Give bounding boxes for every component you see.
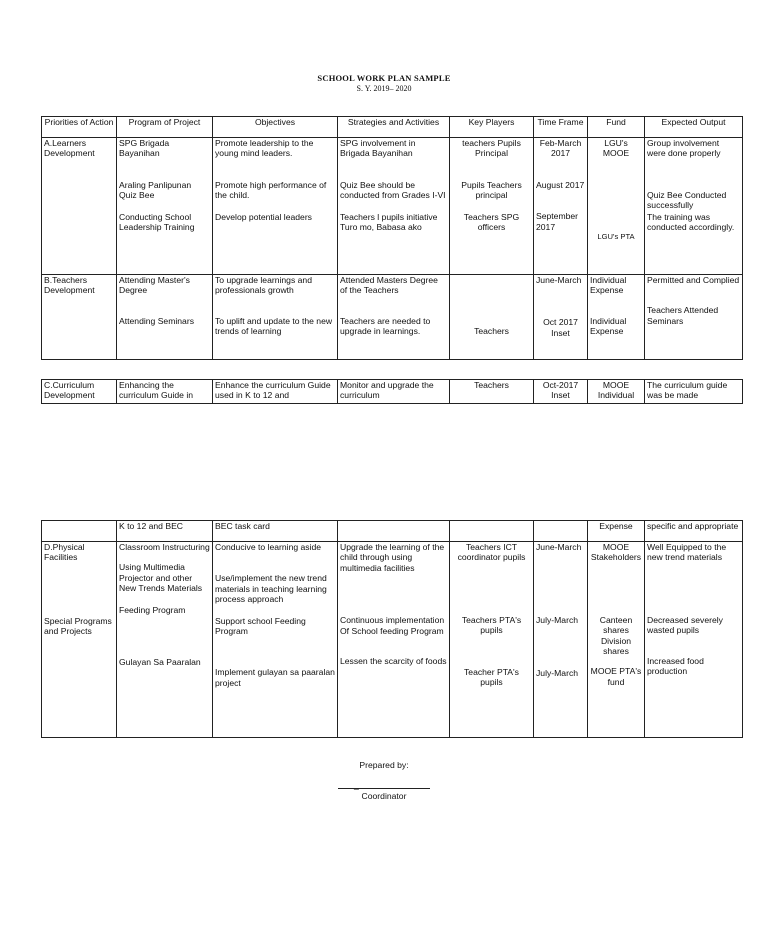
work-plan-table-3 (41, 520, 743, 738)
priority-teachers: B.Teachers Development (42, 275, 117, 360)
header-time-frame: Time Frame (534, 117, 588, 138)
header-objectives: Objectives (213, 117, 338, 138)
document-title: SCHOOL WORK PLAN SAMPLE (317, 73, 451, 83)
players-text: Teachers ICT coordinator pupils (457, 542, 526, 563)
objective-cell (213, 542, 338, 738)
players-text: Teacher PTA's pupils (464, 666, 519, 688)
output-text: Decreased severely wasted pupils (647, 614, 723, 636)
fund-text: Expense (588, 521, 645, 542)
prepared-by-label: Prepared by: (359, 760, 409, 770)
output-cell (645, 542, 743, 738)
players-cell (450, 521, 534, 542)
table-row (42, 380, 743, 404)
fund-text: MOOE PTA's fund (590, 666, 642, 687)
priority-cell (42, 521, 117, 542)
program-text: Araling Panlipunan Quiz Bee (119, 179, 192, 201)
program-text: Gulayan Sa Paaralan (119, 657, 201, 668)
time-text: Oct-2017 Inset (534, 380, 588, 404)
output-text: Quiz Bee Conducted successfully (647, 189, 727, 211)
header-key-players: Key Players (450, 117, 534, 138)
output-text: Permitted and Complied (647, 275, 740, 285)
strategy-text: Quiz Bee should be conducted from Grades I-VI (340, 179, 446, 201)
objective-text: Develop potential leaders (215, 211, 312, 222)
priority-facilities: D.Physical Facilities (44, 542, 85, 563)
table-row (42, 138, 743, 275)
players-cell (450, 542, 534, 738)
objective-text: To upgrade learnings and professionals growth (215, 275, 312, 296)
fund-cell (588, 542, 645, 738)
strategy-cell (338, 138, 450, 275)
program-text: Conducting School Leadership Training (119, 211, 195, 233)
time-text: July-March (536, 615, 579, 626)
fund-text: Individual Expense (590, 275, 627, 296)
priority-cell (42, 542, 117, 738)
objective-cell (213, 138, 338, 275)
program-text: SPG Brigada Bayanihan (119, 138, 170, 159)
objective-text: Use/implement the new trend materials in teaching learning process approach (215, 573, 327, 605)
objective-cell (213, 275, 338, 360)
players-text: Teachers SPG officers (463, 211, 520, 233)
time-text: June-March (536, 275, 582, 285)
output-cell (645, 275, 743, 360)
players-text: teachers Pupils Principal (462, 138, 521, 159)
time-cell (534, 138, 588, 275)
fund-cell (588, 138, 645, 275)
program-cell (117, 275, 213, 360)
objective-text: Promote leadership to the young mind leaders. (215, 138, 314, 159)
strategy-text: Lessen the scarcity of foods (340, 656, 447, 667)
work-plan-table-2 (41, 379, 743, 404)
strategy-cell (338, 542, 450, 738)
program-text: K to 12 and BEC (117, 521, 213, 542)
time-text: June-March (536, 542, 582, 552)
strategy-text: SPG involvement in Brigada Bayanihan (340, 138, 416, 159)
header-priorities: Priorities of Action (42, 117, 117, 138)
program-text: Attending Master's Degree (119, 275, 190, 296)
fund-text: LGU's MOOE (602, 138, 630, 159)
objective-text: BEC task card (213, 521, 338, 542)
signature-line (338, 788, 430, 789)
strategy-text: Teachers are needed to upgrade in learnings. (340, 315, 431, 337)
fund-text: MOOE Stakeholders (590, 542, 642, 563)
players-text: Teachers (474, 326, 509, 336)
header-expected-output: Expected Output (645, 117, 743, 138)
header-strategies: Strategies and Activities (338, 117, 450, 138)
coordinator-label: Coordinator (361, 791, 407, 801)
players-cell (450, 138, 534, 275)
fund-cell (588, 275, 645, 360)
players-text: Teachers (450, 380, 534, 404)
output-text: Teachers Attended Seminars (647, 305, 719, 326)
players-text: Teachers PTA's pupils (461, 614, 522, 636)
output-text: The training was conducted accordingly. (647, 211, 735, 233)
output-text: The curriculum guide was be made (645, 380, 743, 404)
output-cell (645, 138, 743, 275)
table-row (42, 275, 743, 360)
strategy-text: Monitor and upgrade the curriculum (338, 380, 450, 404)
program-text: Attending Seminars (119, 315, 194, 326)
strategy-text: Attended Masters Degree of the Teachers (340, 275, 438, 296)
objective-text: Enhance the curriculum Guide used in K to 12 and (213, 380, 338, 404)
time-cell (534, 542, 588, 738)
time-text: Oct 2017 Inset (543, 317, 578, 338)
output-text: Increased food production (647, 655, 704, 677)
fund-text: Canteen shares Division shares (599, 614, 633, 657)
fund-text: Individual Expense (590, 315, 627, 337)
table-row (42, 521, 743, 542)
time-cell (534, 521, 588, 542)
objective-text: Implement gulayan sa paaralan project (215, 667, 335, 688)
strategy-cell (338, 275, 450, 360)
time-text: July-March (536, 667, 579, 678)
strategy-cell (338, 521, 450, 542)
objective-text: Support school Feeding Program (215, 615, 306, 637)
program-text: Using Multimedia Projector and other New Trends Materials (119, 562, 203, 594)
output-text: Group involvement were done properly (647, 138, 721, 159)
priority-learners: A.Learners Development (42, 138, 117, 275)
header-fund: Fund (588, 117, 645, 138)
objective-text: Promote high performance of the child. (215, 179, 327, 201)
strategy-text: Continuous implementation Of School feeding Program (340, 615, 445, 636)
time-cell (534, 275, 588, 360)
priority-curriculum: C.Curriculum Development (42, 380, 117, 404)
program-text: Classroom Instructuring (119, 542, 210, 552)
time-text: August 2017 (536, 179, 585, 190)
work-plan-table-1 (41, 116, 743, 360)
strategy-text: Upgrade the learning of the child through using multimedia facilities (340, 542, 445, 573)
signature-mark: _ (354, 780, 359, 790)
program-text: Feeding Program (119, 604, 186, 615)
time-text: September 2017 (536, 211, 579, 232)
fund-text: LGU's PTA (597, 231, 635, 241)
program-cell (117, 138, 213, 275)
header-row (42, 117, 743, 138)
table-row (42, 542, 743, 738)
output-text: Well Equipped to the new trend materials (647, 542, 727, 563)
fund-text: MOOE Individual (588, 380, 645, 404)
objective-text: To uplift and update to the new trends of learning (215, 315, 333, 337)
header-program: Program of Project (117, 117, 213, 138)
players-text: Pupils Teachers principal (461, 179, 522, 201)
program-text: Enhancing the curriculum Guide in (117, 380, 213, 404)
time-text: Feb-March 2017 (539, 138, 582, 159)
strategy-text: Teachers l pupils initiative Turo mo, Babasa ako (340, 211, 438, 233)
priority-special: Special Programs and Projects (44, 615, 112, 637)
output-text: specific and appropriate (645, 521, 743, 542)
program-cell (117, 542, 213, 738)
school-year: S. Y. 2019– 2020 (356, 84, 412, 93)
players-cell (450, 275, 534, 360)
objective-text: Conducive to learning aside (215, 542, 322, 552)
